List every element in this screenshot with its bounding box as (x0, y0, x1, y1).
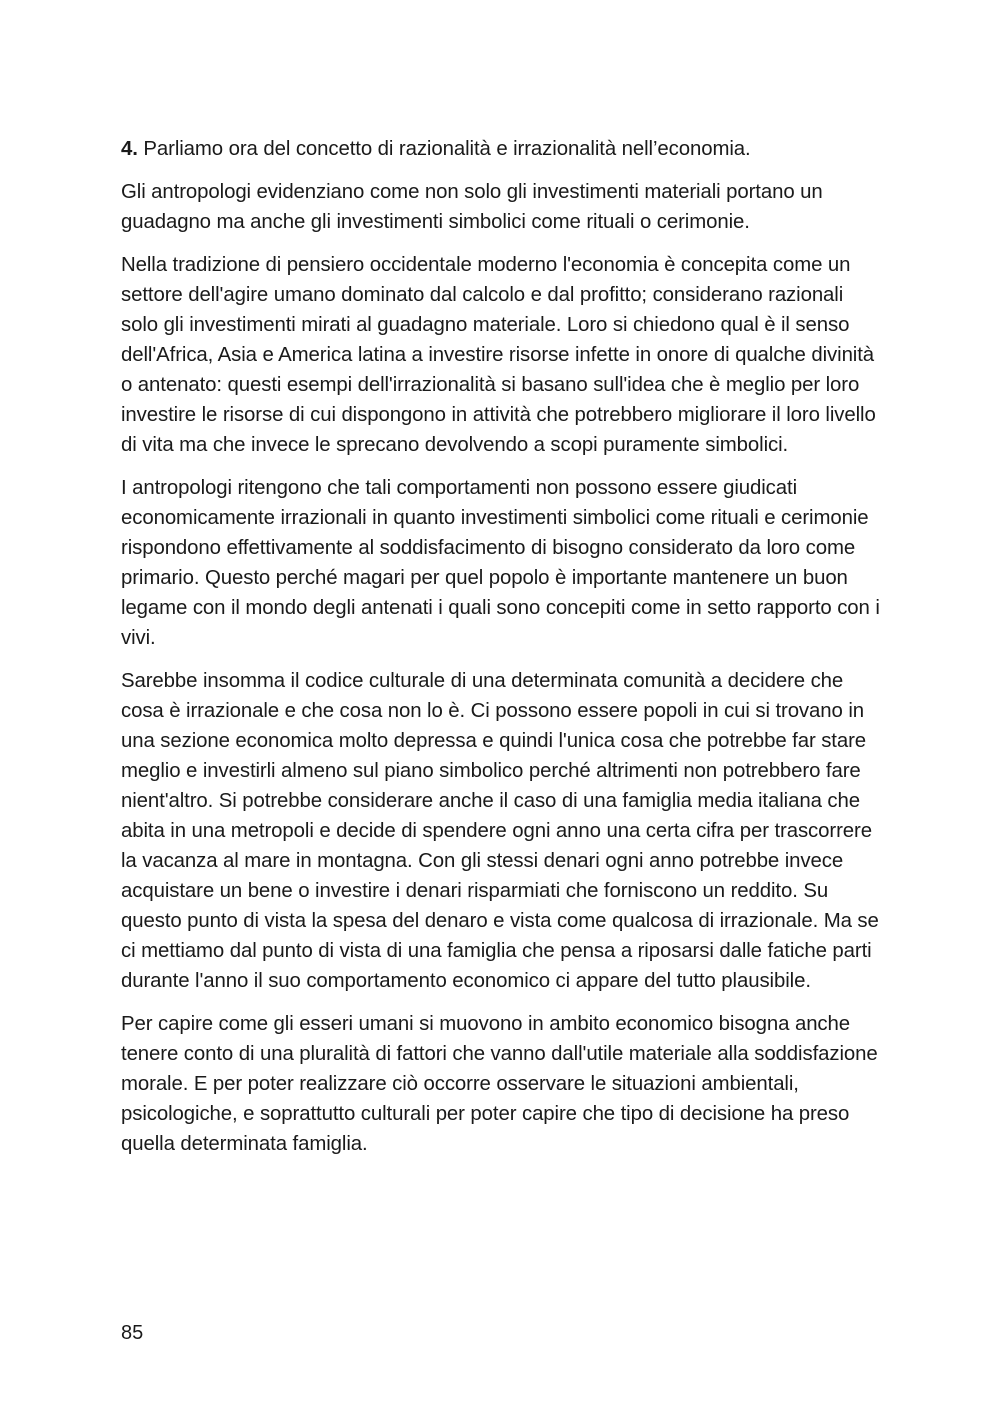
section-intro: Parliamo ora del concetto di razionalità e irrazionalità nell’economia. (143, 138, 751, 160)
document-body (121, 134, 883, 1172)
paragraph-3: I antropologi ritengono che tali comportamenti non possono essere giudicati economicamente irrazionali in quanto investimenti simbolici come rituali e cerimonie rispondono effettivamente al soddisfacimento di bisogno considerato da loro come primario. Questo perché magari per quel popolo è importante mantenere un buon legame con il mondo degli antenati i quali sono concepiti come in setto rapporto con i vivi. (121, 477, 880, 649)
page-number: 85 (121, 1322, 144, 1344)
paragraph-5: Per capire come gli esseri umani si muovono in ambito economico bisogna anche tenere conto di una pluralità di fattori che vanno dall'utile materiale alla soddisfazione morale. E per poter realizzare ciò occorre osservare le situazioni ambientali, psicologiche, e soprattutto culturali per poter capire che tipo di decisione ha preso quella determinata famiglia. (121, 1013, 878, 1155)
section-heading (121, 134, 883, 164)
section-number: 4. (121, 138, 138, 160)
paragraph-1: Gli antropologi evidenziano come non solo gli investimenti materiali portano un guadagno ma anche gli investimenti simbolici come rituali o cerimonie. (121, 181, 823, 233)
paragraph-4: Sarebbe insomma il codice culturale di una determinata comunità a decidere che cosa è irrazionale e che cosa non lo è. Ci possono essere popoli in cui si trovano in una sezione economica molto depressa e quindi l'unica cosa che potrebbe far stare meglio e investirli almeno sul piano simbolico perché altrimenti non potrebbero fare nient'altro. Si potrebbe considerare anche il caso di una famiglia media italiana che abita in una metropoli e decide di spendere ogni anno una certa cifra per trascorrere la vacanza al mare in montagna. Con gli stessi denari ogni anno potrebbe invece acquistare un bene o investire i denari risparmiati che forniscono un reddito. Su questo punto di vista la spesa del denaro e vista come qualcosa di irrazionale. Ma se ci mettiamo dal punto di vista di una famiglia che pensa a riposarsi dalle fatiche parti durante l'anno il suo comportamento economico ci appare del tutto plausibile. (121, 670, 879, 992)
paragraph-2: Nella tradizione di pensiero occidentale moderno l'economia è concepita come un settore dell'agire umano dominato dal calcolo e dal profitto; considerano razionali solo gli investimenti mirati al guadagno materiale. Loro si chiedono qual è il senso dell'Africa, Asia e America latina a investire risorse infette in onore di qualche divinità o antenato: questi esempi dell'irrazionalità si basano sull'idea che è meglio per loro investire le risorse di cui dispongono in attività che potrebbero migliorare il loro livello di vita ma che invece le sprecano devolvendo a scopi puramente simbolici. (121, 254, 876, 456)
